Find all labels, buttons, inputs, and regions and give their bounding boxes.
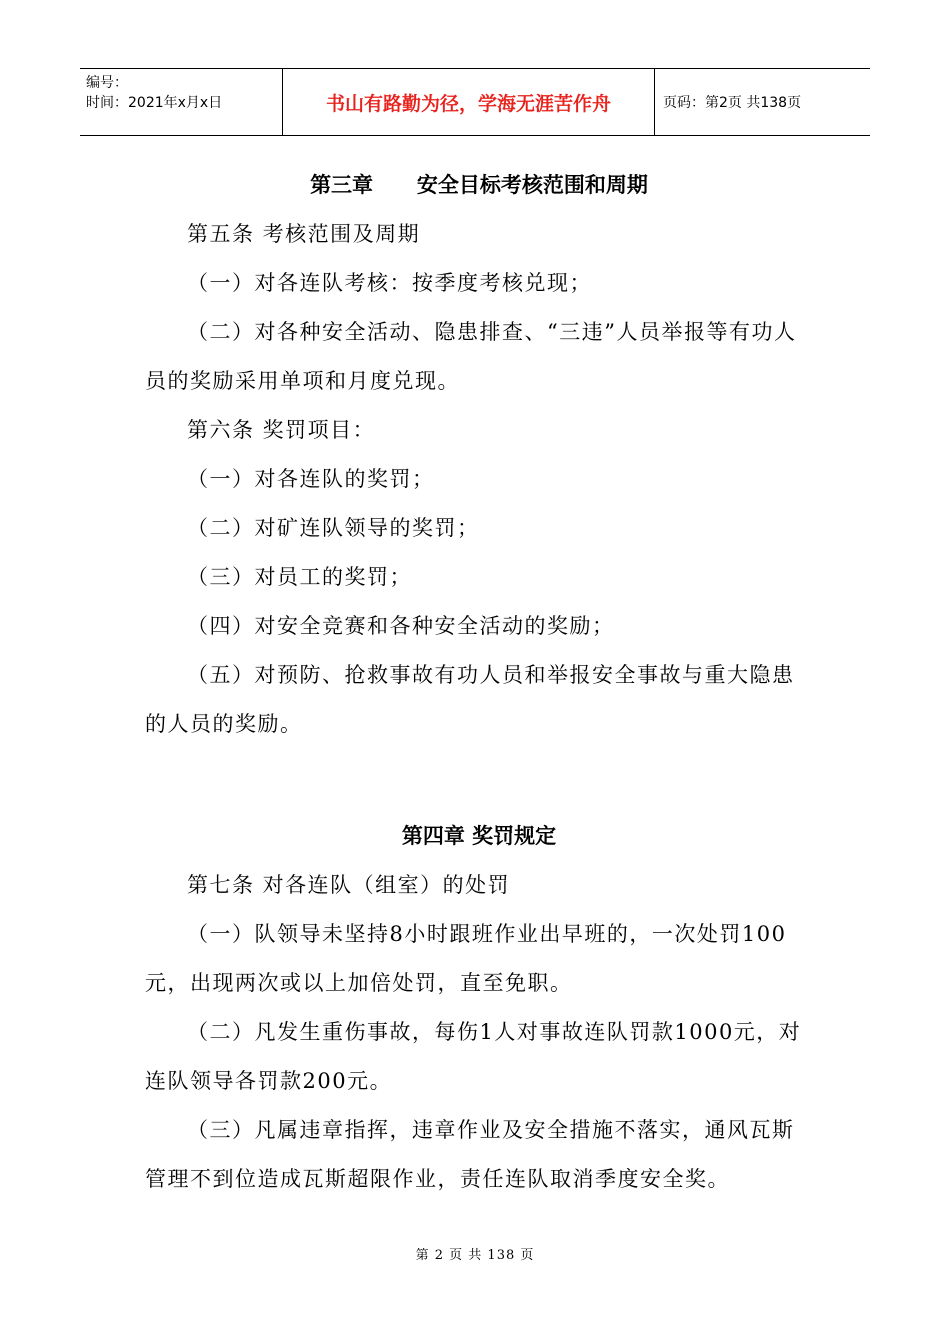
article-7-heading: 第七条 对各连队（组室）的处罚 <box>187 873 511 897</box>
page-footer <box>0 1244 950 1263</box>
paragraph: （一）队领导未坚持8小时跟班作业出早班的，一次处罚100元，出现两次或以上加倍处罚，直至免职。 <box>145 922 787 995</box>
header-page-info <box>655 69 870 135</box>
motto-text: 书山有路勤为径，学海无涯苦作舟 <box>325 92 611 115</box>
paragraph: （一）对各连队的奖罚； <box>187 467 435 491</box>
header-meta <box>80 69 283 135</box>
paragraph: （三）凡属违章指挥，违章作业及安全措施不落实，通风瓦斯管理不到位造成瓦斯超限作业，责任连队取消季度安全奖。 <box>145 1118 795 1191</box>
paragraph: （一）对各连队考核：按季度考核兑现； <box>187 271 592 295</box>
page-header <box>80 68 870 136</box>
paragraph: （二）对矿连队领导的奖罚； <box>187 516 480 540</box>
paragraph: （三）对员工的奖罚； <box>187 565 412 589</box>
paragraph: （五）对预防、抢救事故有功人员和举报安全事故与重大隐患的人员的奖励。 <box>145 663 795 736</box>
page-info-text: 页码：第2页 共138页 <box>663 95 802 111</box>
document-body <box>145 160 813 1204</box>
article-6-heading: 第六条 奖罚项目： <box>187 418 376 442</box>
article-5-heading: 第五条 考核范围及周期 <box>187 222 421 246</box>
paragraph: （四）对安全竞赛和各种安全活动的奖励； <box>187 614 615 638</box>
header-motto <box>283 69 655 135</box>
document-date-label: 时间：2021年x月x日 <box>86 95 223 111</box>
footer-page-number: 第 2 页 共 138 页 <box>415 1248 535 1263</box>
chapter-3-title: 第三章 安全目标考核范围和周期 <box>310 173 648 197</box>
paragraph: （二）凡发生重伤事故，每伤1人对事故连队罚款1000元，对连队领导各罚款200元。 <box>145 1020 802 1093</box>
chapter-4-title: 第四章 奖罚规定 <box>401 824 557 848</box>
document-code-label: 编号： <box>86 75 128 91</box>
paragraph: （二）对各种安全活动、隐患排查、“三违”人员举报等有功人员的奖励采用单项和月度兑现。 <box>145 320 797 393</box>
